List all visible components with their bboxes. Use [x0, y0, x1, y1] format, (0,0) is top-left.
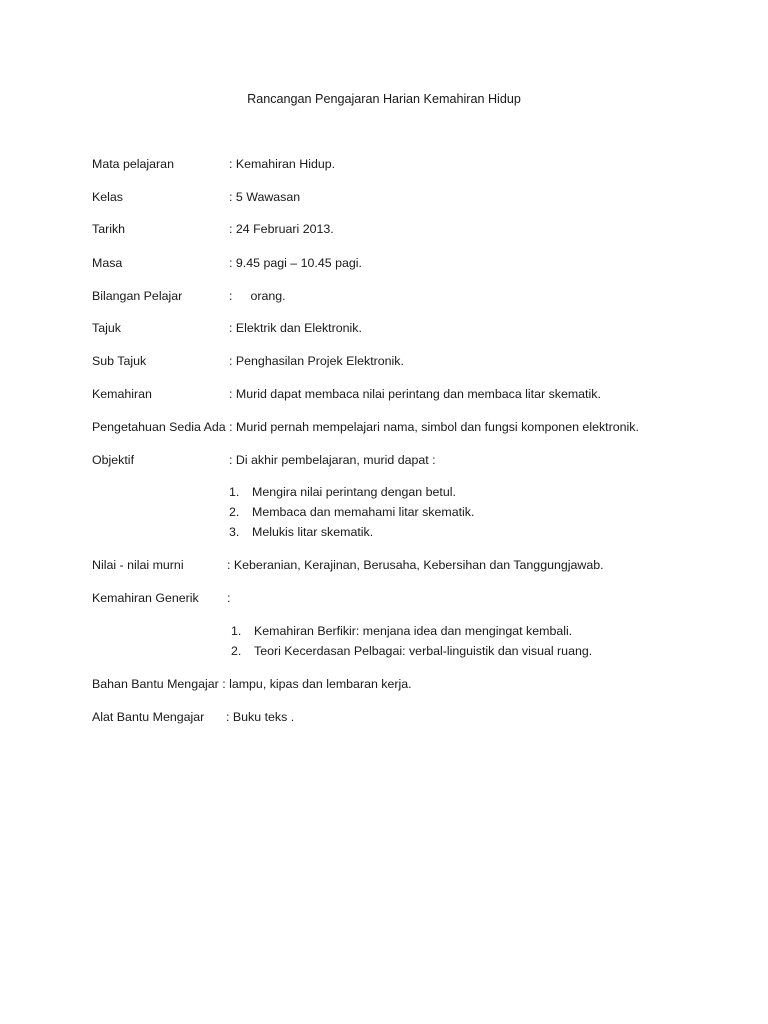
objektif-item-text: Membaca dan memahami litar skematik. — [252, 505, 475, 519]
objektif-item-number: 2. — [229, 505, 240, 519]
field-value-alat-bantu-mengajar: : Buku teks . — [226, 710, 295, 724]
generik-item-number: 1. — [231, 624, 242, 638]
field-label-tarikh: Tarikh — [92, 222, 126, 236]
field-value-kemahiran: : Murid dapat membaca nilai perintang dan membaca litar skematik. — [229, 387, 601, 401]
field-value-masa: : 9.45 pagi – 10.45 pagi. — [229, 256, 362, 270]
field-label-mata-pelajaran: Mata pelajaran — [92, 157, 174, 171]
field-value-bilangan-pelajar — [229, 289, 286, 303]
document-title: Rancangan Pengajaran Harian Kemahiran Hidup — [247, 92, 521, 106]
bilangan-unit: orang. — [250, 289, 286, 303]
field-bahan-bantu-mengajar: Bahan Bantu Mengajar : lampu, kipas dan lembaran kerja. — [92, 677, 412, 691]
field-value-objektif: : Di akhir pembelajaran, murid dapat : — [229, 453, 436, 467]
field-label-kemahiran: Kemahiran — [92, 387, 152, 401]
objektif-item-number: 3. — [229, 525, 240, 539]
generik-item-text: Kemahiran Berfikir: menjana idea dan mengingat kembali. — [254, 624, 573, 638]
objektif-item-text: Melukis litar skematik. — [252, 525, 374, 539]
field-value-kelas: : 5 Wawasan — [229, 190, 301, 204]
field-label-tajuk: Tajuk — [92, 321, 121, 335]
field-value-kemahiran-generik: : — [227, 591, 231, 605]
bilangan-colon: : — [229, 289, 233, 303]
generik-item-number: 2. — [231, 644, 242, 658]
field-label-sub-tajuk: Sub Tajuk — [92, 354, 147, 368]
field-value-mata-pelajaran: : Kemahiran Hidup. — [229, 157, 336, 171]
field-label-masa: Masa — [92, 256, 123, 270]
field-label-nilai-murni: Nilai - nilai murni — [92, 558, 184, 572]
objektif-item-number: 1. — [229, 485, 240, 499]
field-value-nilai-murni: : Keberanian, Kerajinan, Berusaha, Kebersihan dan Tanggungjawab. — [227, 558, 604, 572]
field-label-objektif: Objektif — [92, 453, 135, 467]
field-value-tajuk: : Elektrik dan Elektronik. — [229, 321, 362, 335]
field-label-alat-bantu-mengajar: Alat Bantu Mengajar — [92, 710, 205, 724]
field-label-kelas: Kelas — [92, 190, 123, 204]
field-label-bilangan-pelajar: Bilangan Pelajar — [92, 289, 183, 303]
field-pengetahuan-sedia-ada: Pengetahuan Sedia Ada : Murid pernah mempelajari nama, simbol dan fungsi komponen elektronik. — [92, 420, 639, 434]
field-label-kemahiran-generik: Kemahiran Generik — [92, 591, 199, 605]
field-value-sub-tajuk: : Penghasilan Projek Elektronik. — [229, 354, 404, 368]
generik-item-text: Teori Kecerdasan Pelbagai: verbal-linguistik dan visual ruang. — [254, 644, 593, 658]
objektif-item-text: Mengira nilai perintang dengan betul. — [252, 485, 456, 499]
field-value-tarikh: : 24 Februari 2013. — [229, 222, 334, 236]
